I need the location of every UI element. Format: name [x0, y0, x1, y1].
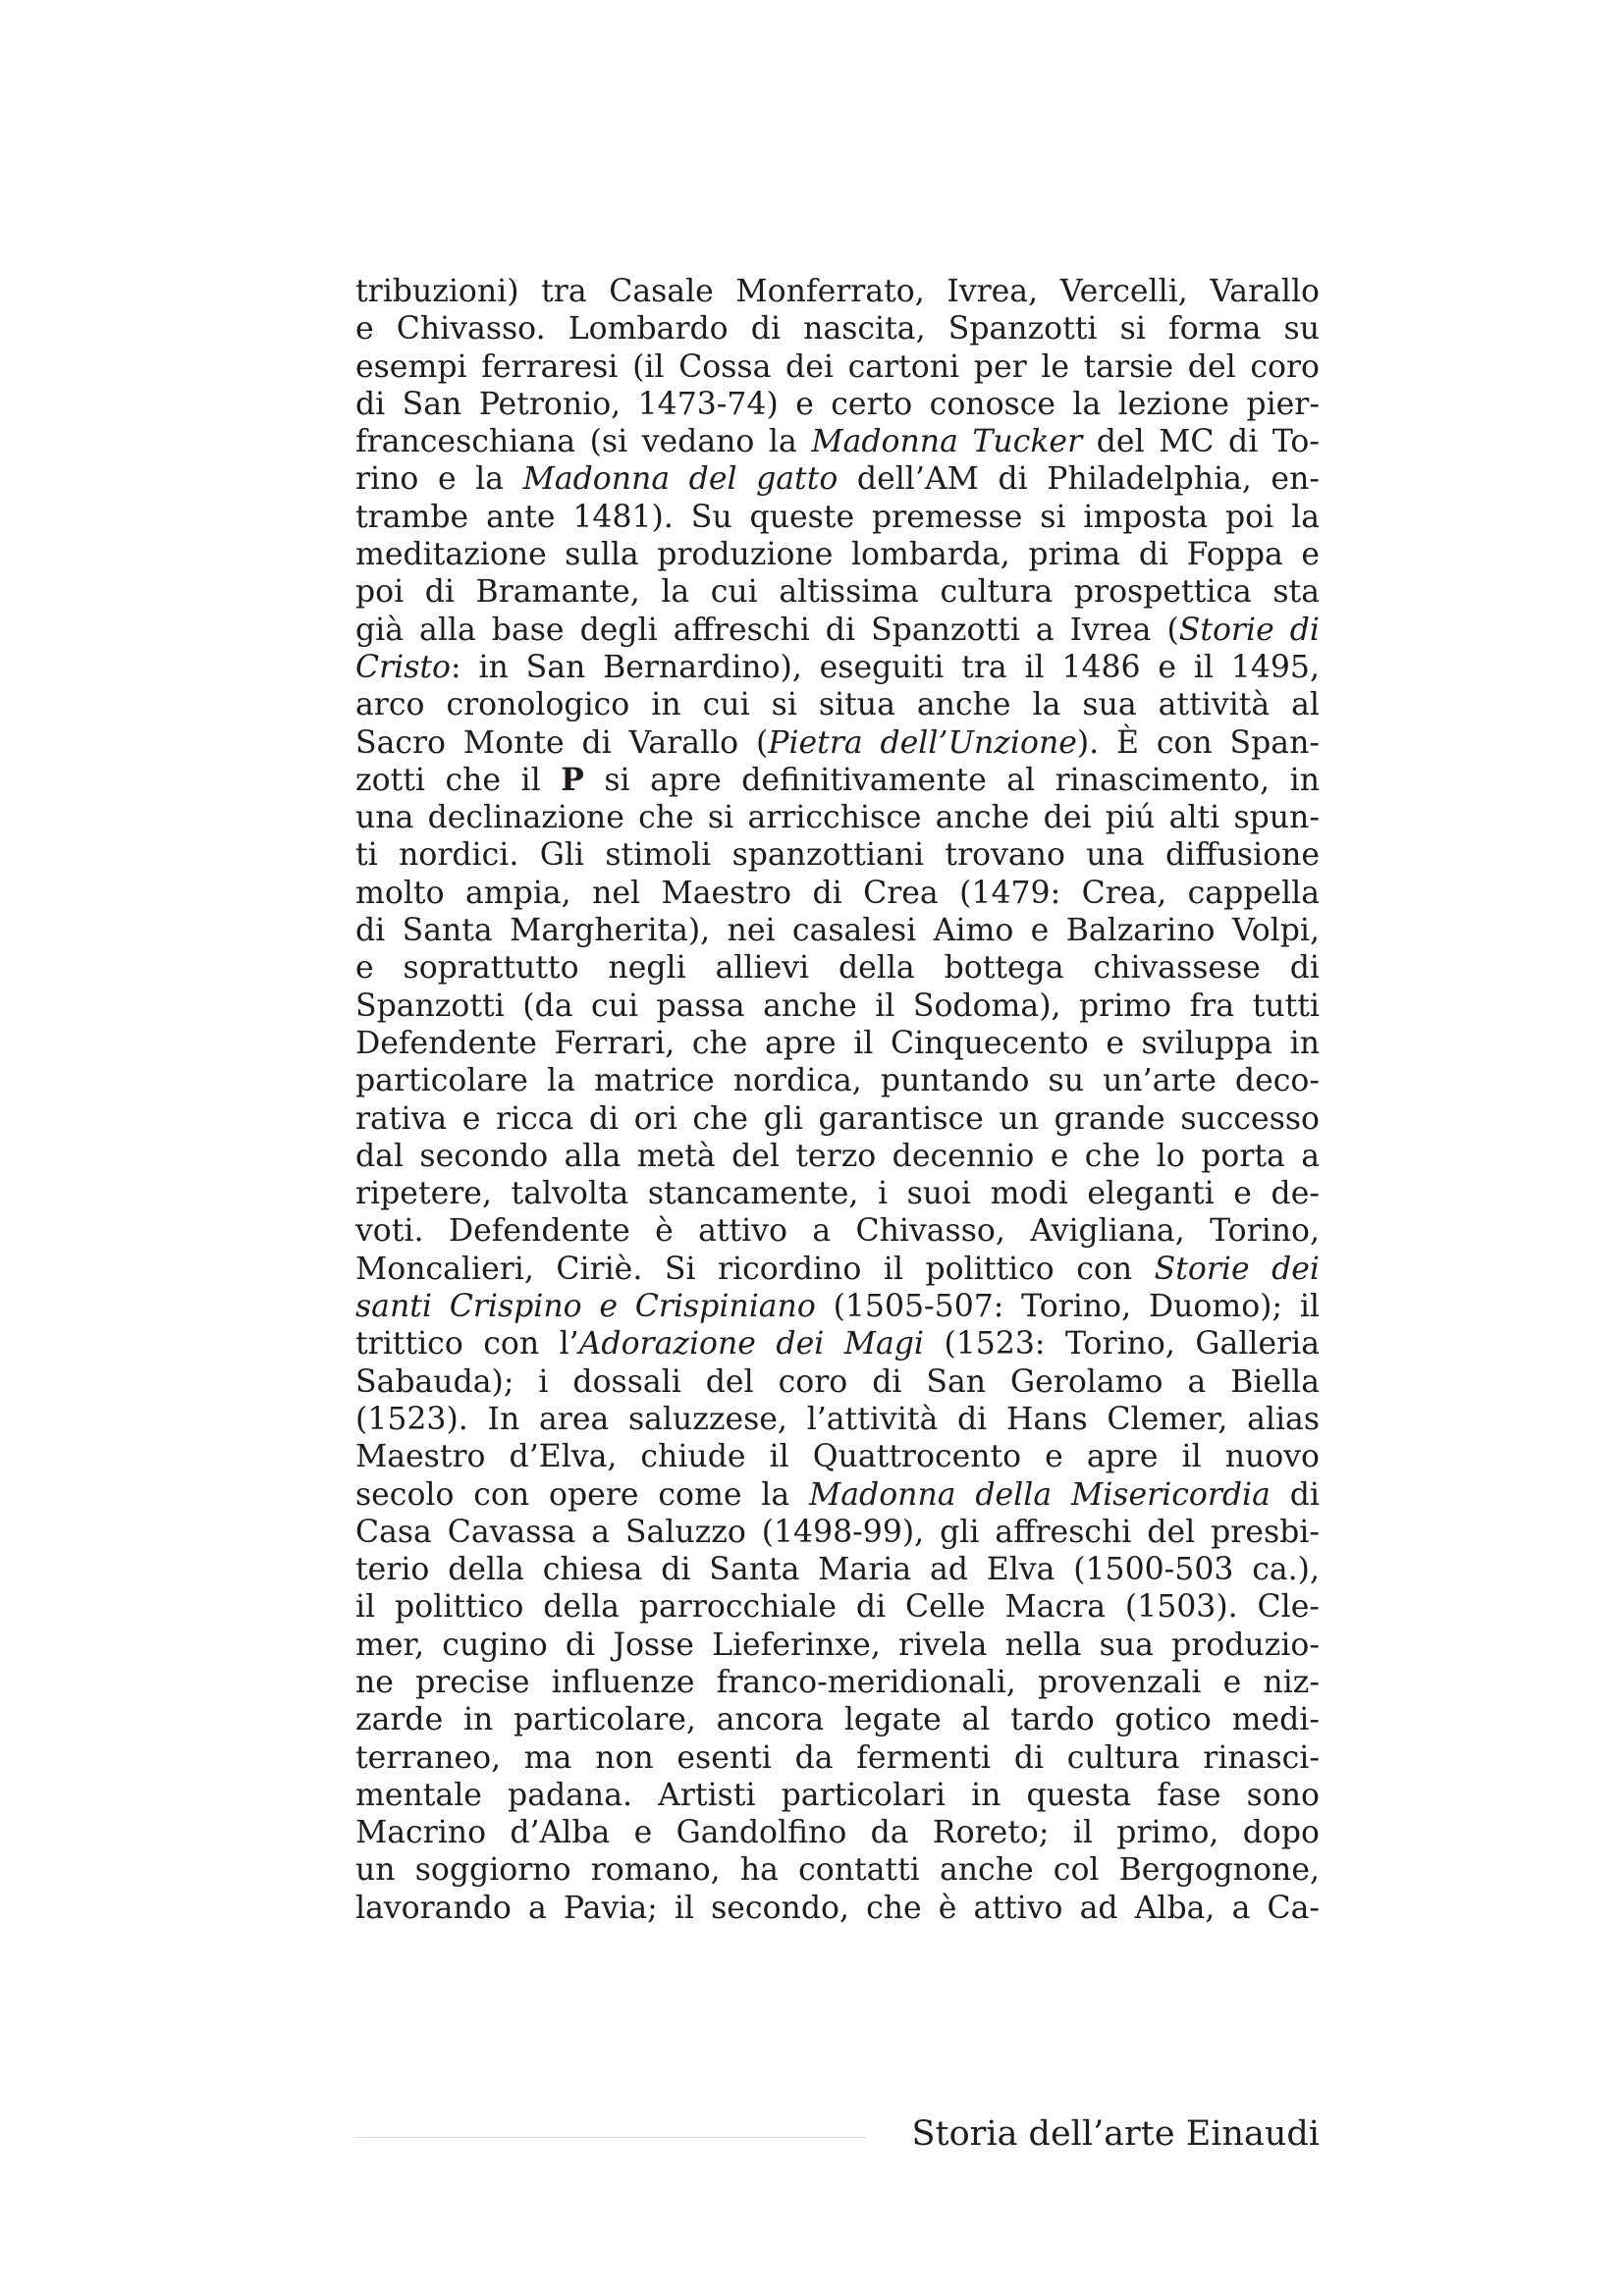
text-line: ti nordici. Gli stimoli spanzottiani trovano una diffusione	[355, 837, 1320, 874]
text-line: di Santa Margherita), nei casalesi Aimo e Balzarino Volpi,	[355, 913, 1320, 949]
text-line: tribuzioni) tra Casale Monferrato, Ivrea, Vercelli, Varallo	[355, 274, 1320, 309]
text-line: Macrino d’Alba e Gandolfino da Roreto; il primo, dopo	[355, 1815, 1320, 1851]
text-line: mentale padana. Artisti particolari in questa fase sono	[355, 1777, 1320, 1813]
text-line: ripetere, talvolta stancamente, i suoi modi eleganti e de-	[355, 1176, 1320, 1212]
text-line: secolo con opere come la Madonna della Misericordia di	[355, 1476, 1320, 1513]
text-line: un soggiorno romano, ha contatti anche col Bergognone,	[355, 1852, 1320, 1889]
text-line: ne precise influenze franco-meridionali, provenzali e niz-	[355, 1664, 1320, 1700]
text-line: (1523). In area saluzzese, l’attività di Hans Clemer, alias	[355, 1401, 1320, 1437]
text-line: rativa e ricca di ori che gli garantisce un grande successo	[355, 1100, 1320, 1137]
text-line: Maestro d’Elva, chiude il Quattrocento e apre il nuovo	[355, 1439, 1320, 1475]
text-line: rino e la Madonna del gatto dell’AM di Philadelphia, en-	[355, 461, 1320, 498]
text-line: e Chivasso. Lombardo di nascita, Spanzotti si forma su	[355, 311, 1320, 347]
text-line: Casa Cavassa a Saluzzo (1498-99), gli affreschi del presbi-	[355, 1514, 1320, 1550]
text-line: particolare la matrice nordica, puntando su un’arte deco-	[355, 1063, 1320, 1099]
text-line: il polittico della parrocchiale di Celle Macra (1503). Cle-	[355, 1589, 1320, 1626]
footer-title: Storia dell’arte Einaudi	[911, 2114, 1320, 2154]
body-text	[355, 273, 1320, 1927]
text-line: franceschiana (si vedano la Madonna Tucker del MC di To-	[355, 424, 1321, 460]
text-line: esempi ferraresi (il Cossa dei cartoni per le tarsie del coro	[355, 348, 1320, 385]
text-line: poi di Bramante, la cui altissima cultura prospettica sta	[355, 574, 1320, 611]
text-line: voti. Defendente è attivo a Chivasso, Avigliana, Torino,	[355, 1213, 1320, 1250]
text-line: trittico con l’Adorazione dei Magi (1523: Torino, Galleria	[355, 1326, 1320, 1362]
text-line: lavorando a Pavia; il secondo, che è attivo ad Alba, a Ca-	[355, 1890, 1320, 1926]
text-line: una declinazione che si arricchisce anche dei piú alti spun-	[355, 800, 1320, 836]
text-line: molto ampia, nel Maestro di Crea (1479: Crea, cappella	[355, 875, 1320, 911]
text-line: arco cronologico in cui si situa anche la sua attività al	[355, 687, 1320, 723]
text-line: Defendente Ferrari, che apre il Cinquecento e sviluppa in	[355, 1025, 1320, 1061]
text-line: Spanzotti (da cui passa anche il Sodoma), primo fra tutti	[355, 988, 1320, 1024]
text-line: Moncalieri, Ciriè. Si ricordino il polittico con Storie dei	[355, 1251, 1320, 1287]
text-line: zarde in particolare, ancora legate al tardo gotico medi-	[355, 1702, 1320, 1738]
text-line: mer, cugino di Josse Lieferinxe, rivela nella sua produzio-	[355, 1627, 1320, 1663]
text-line: di San Petronio, 1473-74) e certo conosce la lezione pier-	[355, 386, 1320, 422]
text-line: Sacro Monte di Varallo (Pietra dell’Unzione). È con Span-	[355, 724, 1321, 761]
text-line: terio della chiesa di Santa Maria ad Elva (1500-503 ca.),	[355, 1552, 1320, 1588]
text-line: e soprattutto negli allievi della bottega chivassese di	[355, 950, 1320, 987]
text-line: Sabauda); i dossali del coro di San Gerolamo a Biella	[355, 1363, 1320, 1400]
text-line: terraneo, ma non esenti da fermenti di cultura rinasci-	[355, 1739, 1320, 1776]
text-line: trambe ante 1481). Su queste premesse si imposta poi la	[355, 499, 1320, 535]
footer-rule	[355, 2137, 866, 2138]
text-line: santi Crispino e Crispiniano (1505-507: Torino, Duomo); il	[355, 1289, 1320, 1325]
text-line: dal secondo alla metà del terzo decennio e che lo porta a	[355, 1138, 1320, 1174]
text-line: Cristo: in San Bernardino), eseguiti tra il 1486 e il 1495,	[355, 649, 1320, 685]
text-line: già alla base degli affreschi di Spanzotti a Ivrea (Storie di	[355, 612, 1320, 648]
text-line: meditazione sulla produzione lombarda, prima di Foppa e	[355, 537, 1320, 573]
text-line: zotti che il P si apre definitivamente al rinascimento, in	[355, 761, 1320, 798]
